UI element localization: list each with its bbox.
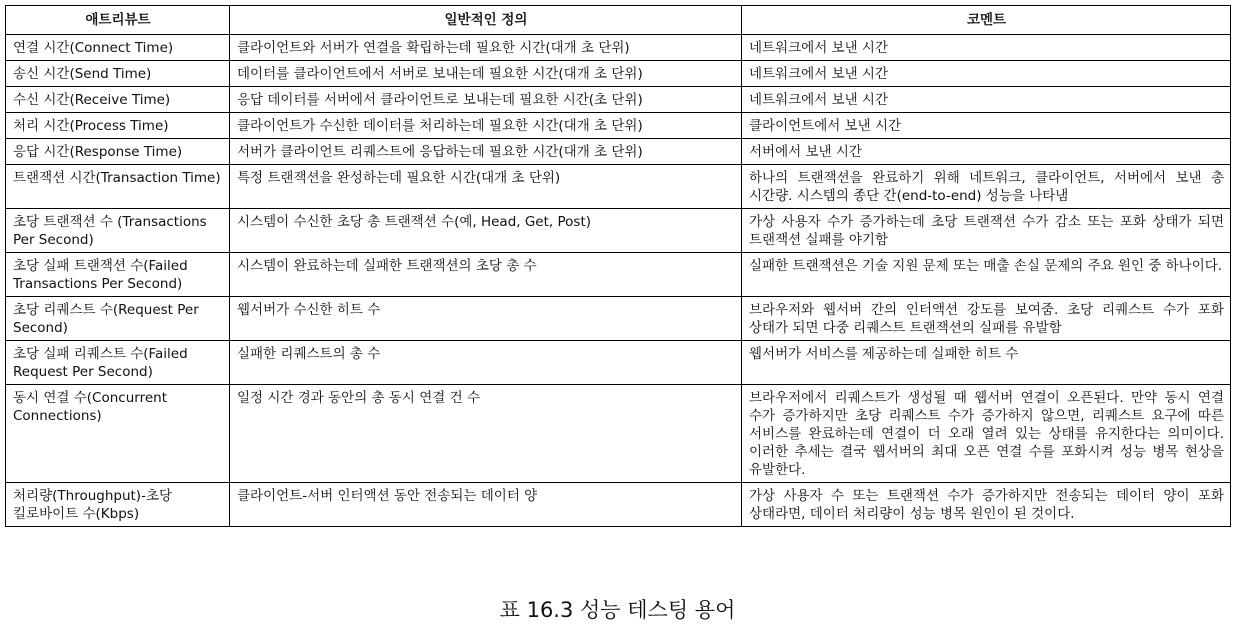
attribute-cell: 처리 시간(Process Time): [6, 113, 230, 139]
table-row: [6, 483, 1231, 527]
comment-cell: 네트워크에서 보낸 시간: [742, 35, 1231, 61]
comment-cell: 서버에서 보낸 시간: [742, 139, 1231, 165]
attribute-cell: 동시 연결 수(Concurrent Connections): [6, 385, 230, 483]
comment-cell: 브라우저와 웹서버 간의 인터액션 강도를 보여줌. 초당 리퀘스트 수가 포화 상태가 되면 다중 리퀘스트 트랜잭션의 실패를 유발함: [742, 297, 1231, 341]
attribute-cell: 초당 트랜잭션 수 (Transactions Per Second): [6, 209, 230, 253]
attribute-cell: 초당 실패 리퀘스트 수(Failed Request Per Second): [6, 341, 230, 385]
definition-cell: 클라이언트와 서버가 연결을 확립하는데 필요한 시간(대개 초 단위): [230, 35, 742, 61]
attribute-cell: 트랜잭션 시간(Transaction Time): [6, 165, 230, 209]
table-row: [6, 385, 1231, 483]
table-row: [6, 35, 1231, 61]
header-attribute: 애트리뷰트: [6, 6, 230, 35]
comment-cell: 웹서버가 서비스를 제공하는데 실패한 히트 수: [742, 341, 1231, 385]
definition-cell: 일정 시간 경과 동안의 총 동시 연결 건 수: [230, 385, 742, 483]
table-row: [6, 139, 1231, 165]
attribute-cell: 처리량(Throughput)-초당 킬로바이트 수(Kbps): [6, 483, 230, 527]
comment-cell: 브라우저에서 리퀘스트가 생성될 때 웹서버 연결이 오픈된다. 만약 동시 연결 수가 증가하지만 초당 리퀘스트 수가 증가하지 않으면, 리퀘스트 요구에 따른 서비스를 완료하는데 연결이 더 오래 열려 있는 상태를 유지한다는 의미이다. 이러한 추세는 결국 웹서버의 최대 오픈 연결 수를 포화시켜 성능 병목 현상을 유발한다.: [742, 385, 1231, 483]
comment-cell: 가상 사용자 수가 증가하는데 초당 트랜잭션 수가 감소 또는 포화 상태가 되면 트랜잭션 실패를 야기함: [742, 209, 1231, 253]
table-row: [6, 209, 1231, 253]
comment-cell: 네트워크에서 보낸 시간: [742, 87, 1231, 113]
definition-cell: 데이터를 클라이언트에서 서버로 보내는데 필요한 시간(대개 초 단위): [230, 61, 742, 87]
definition-cell: 시스템이 수신한 초당 총 트랜잭션 수(예, Head, Get, Post): [230, 209, 742, 253]
definition-cell: 실패한 리퀘스트의 총 수: [230, 341, 742, 385]
definition-cell: 서버가 클라이언트 리퀘스트에 응답하는데 필요한 시간(대개 초 단위): [230, 139, 742, 165]
header-definition: 일반적인 정의: [230, 6, 742, 35]
table-row: [6, 341, 1231, 385]
attribute-cell: 초당 리퀘스트 수(Request Per Second): [6, 297, 230, 341]
table-row: [6, 87, 1231, 113]
attribute-cell: 응답 시간(Response Time): [6, 139, 230, 165]
table-row: [6, 253, 1231, 297]
definition-cell: 클라이언트가 수신한 데이터를 처리하는데 필요한 시간(대개 초 단위): [230, 113, 742, 139]
comment-cell: 클라이언트에서 보낸 시간: [742, 113, 1231, 139]
comment-cell: 하나의 트랜잭션을 완료하기 위해 네트워크, 클라이언트, 서버에서 보낸 총 시간량. 시스템의 종단 간(end-to-end) 성능을 나타냄: [742, 165, 1231, 209]
comment-cell: 네트워크에서 보낸 시간: [742, 61, 1231, 87]
attribute-cell: 초당 실패 트랜잭션 수(Failed Transactions Per Second): [6, 253, 230, 297]
table-row: [6, 113, 1231, 139]
attribute-cell: 수신 시간(Receive Time): [6, 87, 230, 113]
table-caption: 표 16.3 성능 테스팅 용어: [499, 598, 736, 622]
header-comment: 코멘트: [742, 6, 1231, 35]
table-row: [6, 297, 1231, 341]
performance-terms-table: [5, 5, 1231, 527]
definition-cell: 특정 트랜잭션을 완성하는데 필요한 시간(대개 초 단위): [230, 165, 742, 209]
attribute-cell: 송신 시간(Send Time): [6, 61, 230, 87]
table-header-row: [6, 6, 1231, 35]
table-row: [6, 61, 1231, 87]
comment-cell: 실패한 트랜잭션은 기술 지원 문제 또는 매출 손실 문제의 주요 원인 중 하나이다.: [742, 253, 1231, 297]
definition-cell: 시스템이 완료하는데 실패한 트랜잭션의 초당 총 수: [230, 253, 742, 297]
comment-cell: 가상 사용자 수 또는 트랜잭션 수가 증가하지만 전송되는 데이터 양이 포화 상태라면, 데이터 처리량이 성능 병목 원인이 된 것이다.: [742, 483, 1231, 527]
attribute-cell: 연결 시간(Connect Time): [6, 35, 230, 61]
definition-cell: 웹서버가 수신한 히트 수: [230, 297, 742, 341]
definition-cell: 클라이언트-서버 인터액션 동안 전송되는 데이터 양: [230, 483, 742, 527]
table-row: [6, 165, 1231, 209]
definition-cell: 응답 데이터를 서버에서 클라이언트로 보내는데 필요한 시간(초 단위): [230, 87, 742, 113]
